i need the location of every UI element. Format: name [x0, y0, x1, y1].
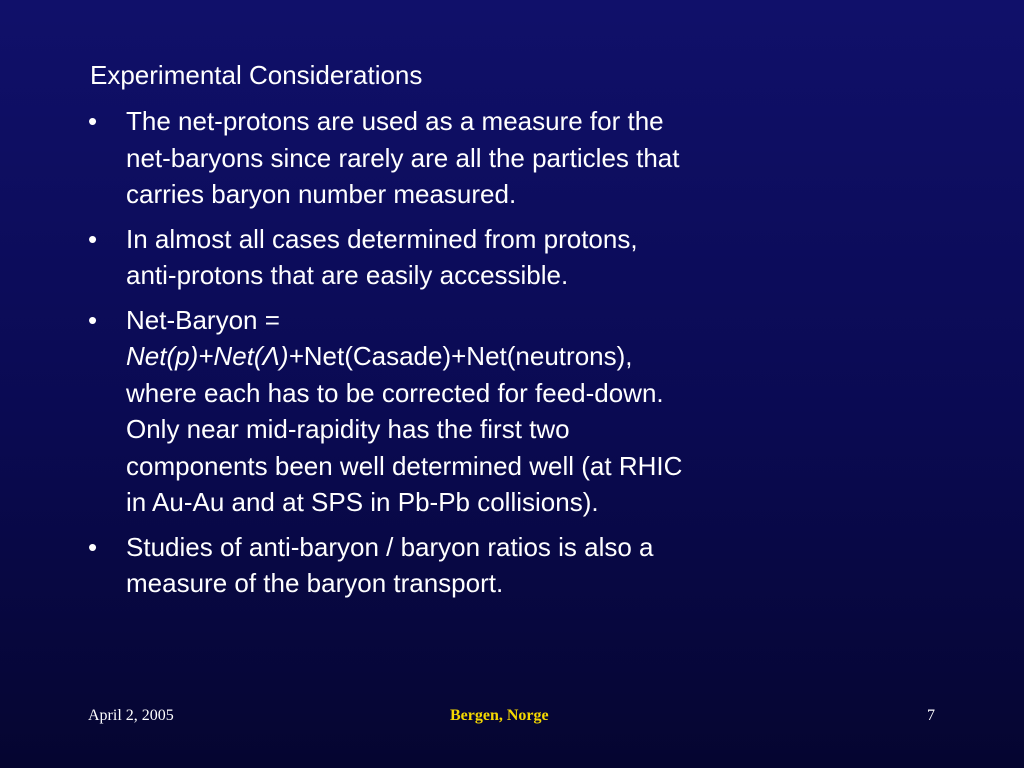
formula-italic-part: Net(p)+Net(Λ)+	[126, 341, 304, 371]
bullet-text-line: Studies of anti-baryon / baryon ratios is also a	[126, 531, 654, 562]
bullet-text-line: In almost all cases determined from protons,	[126, 223, 638, 254]
bullet-item-ratios	[86, 529, 886, 602]
bullet-text-line: where each has to be corrected for feed-down.	[126, 377, 664, 408]
formula-line	[126, 338, 886, 375]
footer-date: April 2, 2005	[88, 707, 174, 724]
bullet-text-line: Net-Baryon =	[126, 304, 280, 335]
bullet-text-line: measure of the baryon transport.	[126, 568, 504, 598]
bullet-marker: •	[88, 106, 98, 136]
bullet-item-protons	[86, 221, 886, 294]
bullet-item-net-baryon	[86, 302, 886, 521]
bullet-marker: •	[88, 304, 98, 335]
bullet-text-line: Only near mid-rapidity has the first two	[126, 414, 570, 444]
formula-regular-part: Net(Casade)+Net(neutrons),	[303, 341, 633, 371]
bullet-item-net-protons	[86, 103, 886, 213]
bullet-text-line: anti-protons that are easily accessible.	[126, 260, 569, 290]
bullet-text-line: components been well determined well (at RHIC	[126, 450, 683, 481]
bullet-text-line: net-baryons since rarely are all the particles that	[126, 142, 680, 173]
bullet-text-line: The net-protons are used as a measure for the	[126, 106, 664, 136]
slide-heading: Experimental Considerations	[90, 60, 423, 90]
footer-location: Bergen, Norge	[450, 707, 549, 724]
bullet-text-line: carries baryon number measured.	[126, 179, 517, 209]
bullet-marker: •	[88, 223, 98, 254]
bullet-text-line: in Au-Au and at SPS in Pb-Pb collisions).	[126, 487, 599, 517]
bullet-marker: •	[88, 531, 98, 562]
slide-number: 7	[927, 707, 935, 724]
bullet-list	[86, 103, 886, 610]
